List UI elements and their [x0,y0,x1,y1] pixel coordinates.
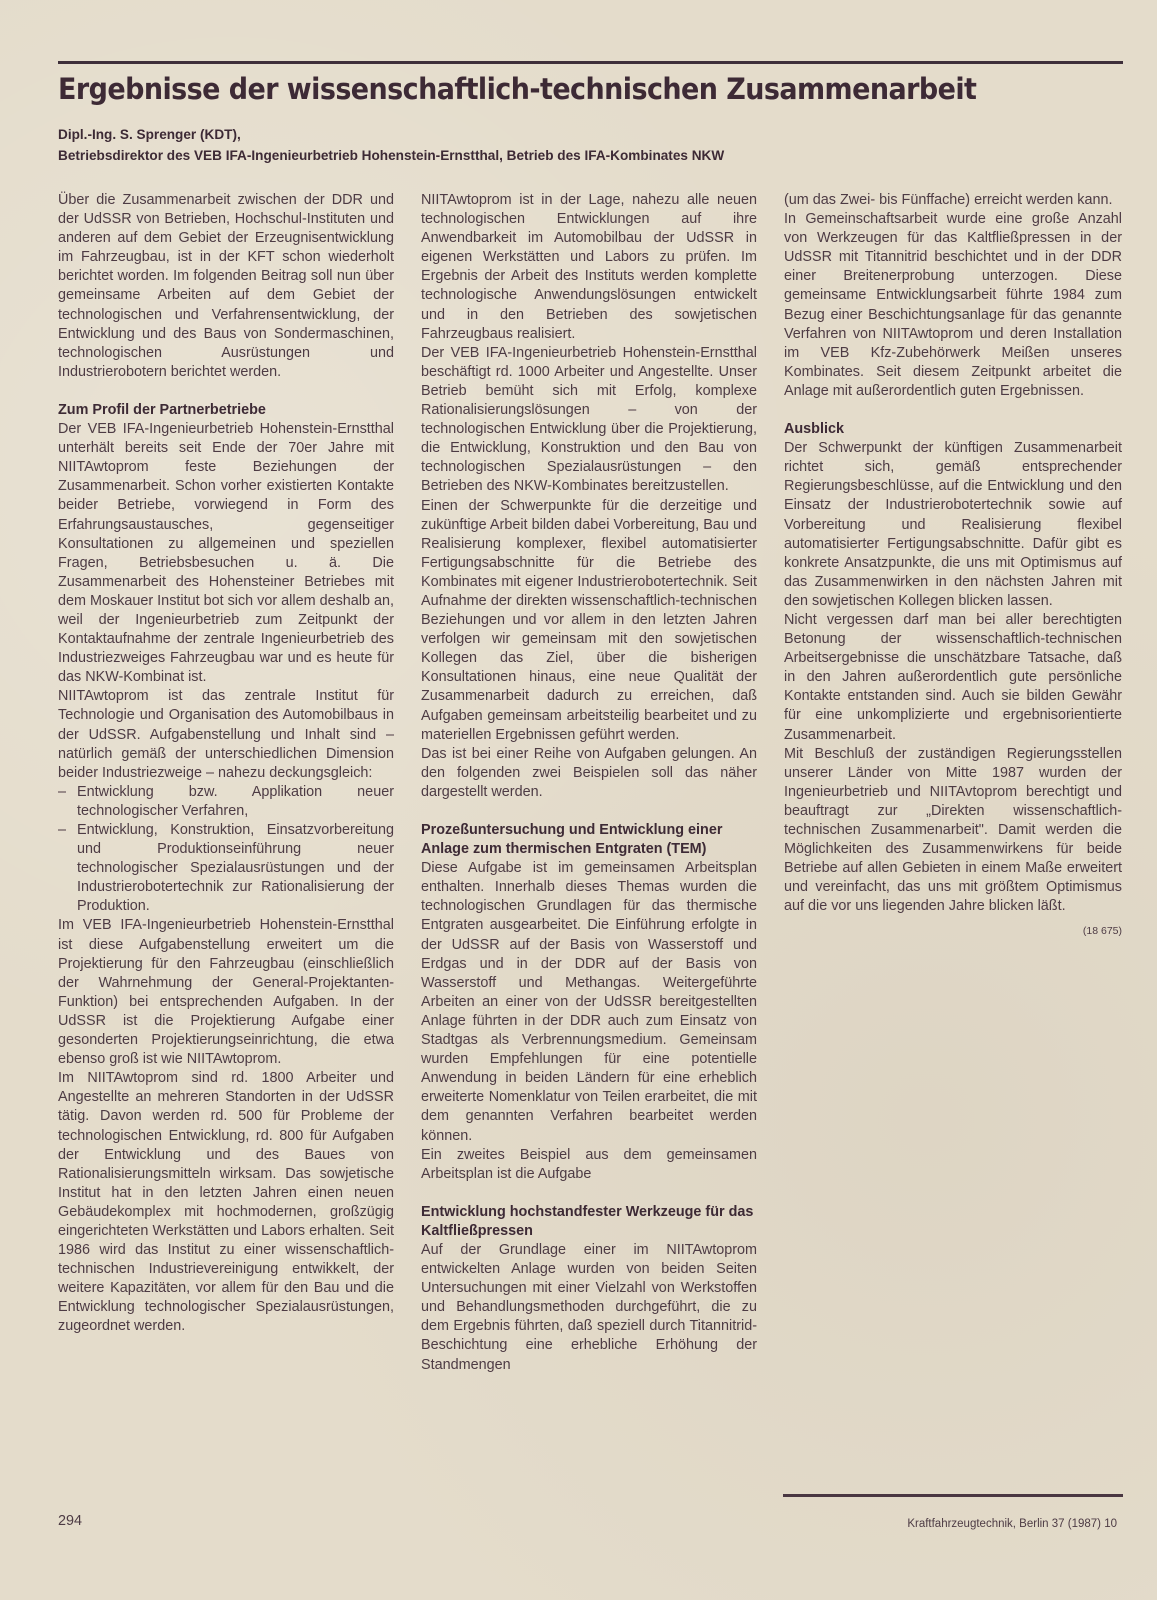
author: Dipl.-Ing. S. Sprenger (KDT), [58,127,241,142]
paragraph: Diese Aufgabe ist im gemeinsamen Arbeitsplan enthalten. Innerhalb dieses Themas wurden die technologischen Grundlagen für das thermische Entgraten ausgearbeitet. Die Einführung erfolgte in der UdSSR auf der Basis von Wasserstoff und Erdgas und in der DDR auf der Basis von Wasserstoff und Methangas. Weitergeführte Arbeiten an einer von der UdSSR bereitgestellten Anlage führten in der DDR auch zum Einsatz von Stadtgas als Verbrennungsmedium. Gemeinsam wurden Empfehlungen für eine potentielle Anwendung in beiden Ländern für eine erheblich erweiterte Nomenklatur von Teilen erarbeitet, die mit dem genannten Verfahren bearbeitet werden können. [421,860,757,1144]
section-heading-tools: Entwicklung hochstandfester Werkzeuge für das Kaltfließpressen [421,1203,754,1239]
article-reference-number: (18 675) [1082,925,1122,938]
paragraph: Nicht vergessen darf man bei aller berechtigten Betonung der wissenschaftlich-technischen Arbeitsergebnisse die unschätzbare Tatsache, daß in den Jahren außerordentlich gute persönliche Kontakte entstanden sind. Auch sie bilden Gewähr für eine unkomplizierte und ergebnisorientierte Zusammenarbeit. [784,611,1122,743]
column-2 [421,191,757,1375]
paragraph: Mit Beschluß der zuständigen Regierungsstellen unserer Länder von Mitte 1987 wurden der Ingenieurbetrieb und NIITAvtoprom berechtigt und beauftragt zur „Direkten wissenschaftlich-technischen Zusammenarbeit". Damit werden die Möglichkeiten des Zusammenwirkens für beide Betriebe auf allen Gebieten in einem Maße erweitert und vereinfacht, das uns mit größtem Optimismus auf die vor uns liegenden Jahre blicken läßt. [784,745,1122,915]
section-heading-outlook: Ausblick [784,421,844,438]
bottom-rule [783,1494,1123,1497]
article-title: Ergebnisse der wissenschaftlich-technischen Zusammenarbeit [58,72,977,106]
paragraph: Im NIITAwtoprom sind rd. 1800 Arbeiter und Angestellte an mehreren Standorten in der UdSSR tätig. Davon werden rd. 500 für Probleme der technologischen Entwicklung, rd. 800 für Aufgaben der Entwicklung und des Baues von Rationalisierungsmitteln wirksam. Das sowjetische Institut hat in den letzten Jahren einen neuen Gebäudekomplex mit hochmodernen, großzügig eingerichteten Werkstätten und Labors erhalten. Seit 1986 wird das Institut zu einer wissenschaftlich-technischen Industrievereinigung entwikkelt, der weitere Kapazitäten, vor allem für den Bau und die Entwicklung technologischer Spezialausrüstungen, zugeordnet werden. [58,1070,394,1335]
paragraph: Ein zweites Beispiel aus dem gemeinsamen Arbeitsplan ist die Aufgabe [421,1146,757,1182]
paragraph: Das ist bei einer Reihe von Aufgaben gelungen. An den folgenden zwei Beispielen soll das näher dargestellt werden. [421,745,757,800]
paragraph: In Gemeinschaftsarbeit wurde eine große Anzahl von Werkzeugen für das Kaltfließpressen in der UdSSR mit Titannitrid beschichtet und in der DDR einer Breitenerprobung unterzogen. Diese gemeinsame Entwicklungsarbeit führte 1984 zum Bezug einer Beschichtungsanlage für das genannte Verfahren von NIITAwtoprom und deren Installation im VEB Kfz-Zubehörwerk Meißen unseres Kombinates. Seit diesem Zeitpunkt arbeitet die Anlage mit außerordentlich guten Ergebnissen. [784,211,1122,399]
paragraph: NIITAwtoprom ist das zentrale Institut für Technologie und Organisation des Automobilbaus in der UdSSR. Aufgabenstellung und Inhalt sind – natürlich gemäß der unterschiedlichen Dimension beider Industriezweige – nahezu deckungsgleich: [58,688,394,781]
paragraph: (um das Zwei- bis Fünffache) erreicht werden kann. [784,192,1113,208]
list-item: – Entwicklung, Konstruktion, Einsatzvorbereitung und Produktionseinführung neuer technologischer Spezialausrüstungen und der Industrierobotertechnik zur Rationalisierung der Produktion. [58,822,394,915]
top-rule [58,61,1123,64]
paragraph: Im VEB IFA-Ingenieurbetrieb Hohenstein-Ernstthal ist diese Aufgabenstellung erweitert um die Projektierung für den Fahrzeugbau (einschließlich der Wahrnehmung der General-Projektanten-Funktion) bei entsprechenden Aufgaben. In der UdSSR ist die Projektierung Aufgabe einer gesonderten Projektierungseinrichtung, die etwa ebenso groß ist wie NIITAwtoprom. [58,917,394,1068]
paragraph: NIITAwtoprom ist in der Lage, nahezu alle neuen technologischen Entwicklungen auf ihre Anwendbarkeit im Automobilbau der UdSSR in eigenen Werkstätten und Labors zu prüfen. Im Ergebnis der Arbeit des Instituts werden komplette technologische Anwendungslösungen entwickelt und in den Betrieben des sowjetischen Fahrzeugbaus realisiert. [421,192,757,342]
intro-paragraph: Über die Zusammenarbeit zwischen der DDR und der UdSSR von Betrieben, Hochschul-Instituten und anderen auf dem Gebiet der Erzeugnisentwicklung im Fahrzeugbau, ist in der KFT schon wiederholt berichtet worden. Im folgenden Beitrag soll nun über gemeinsame Arbeiten auf dem Gebiet der technologischen und Verfahrensentwicklung, der Entwicklung und des Baus von Sondermaschinen, technologischen Ausrüstungen und Industrierobotern berichtet werden. [58,192,394,380]
byline [58,124,724,166]
page-number: 294 [58,1513,83,1529]
list-item: – Entwicklung bzw. Applikation neuer technologischer Verfahren, [58,783,394,819]
affiliation: Betriebsdirektor des VEB IFA-Ingenieurbetrieb Hohenstein-Ernstthal, Betrieb des IFA-Kombinates NKW [58,148,725,163]
paragraph: Auf der Grundlage einer im NIITAwtoprom entwickelten Anlage wurden von beiden Seiten Untersuchungen mit einer Vielzahl von Werkstoffen und Behandlungsmethoden durchgeführt, die zu dem Ergebnis führten, daß speziell durch Titannitrid-Beschichtung eine erhebliche Erhöhung der Standmengen [421,1241,757,1373]
paragraph: Der VEB IFA-Ingenieurbetrieb Hohenstein-Ernstthal beschäftigt rd. 1000 Arbeiter und Angestellte. Unser Betrieb bemüht sich mit Erfolg, komplexe Rationalisierungslösungen – von der technologischen Entwicklung über die Projektierung, die Entwicklung, Konstruktion und den Bau von technologischen Spezialausrüstungen – den Betrieben des NKW-Kombinates bereitzustellen. [421,344,757,495]
paragraph: Einen der Schwerpunkte für die derzeitige und zukünftige Arbeit bilden dabei Vorbereitung, Bau und Realisierung komplexer, flexibel automatisierter Fertigungsabschnitte für die Betriebe des Kombinates mit eigener Industrierobotertechnik. Seit Aufnahme der direkten wissenschaftlich-technischen Beziehungen und vor allem in den letzten Jahren verfolgen wir gemeinsam mit den sowjetischen Kollegen das Ziel, über die bisherigen Konsultationen hinaus, eine neue Qualität der Zusammenarbeit dadurch zu erreichen, daß Aufgaben gemeinsam arbeitsteilig bearbeitet und zu materiellen Ergebnissen geführt werden. [421,497,757,743]
section-heading-tem: Prozeßuntersuchung und Entwicklung einer Anlage zum thermischen Entgraten (TEM) [421,822,723,858]
column-1 [58,191,394,1337]
paragraph: Der Schwerpunkt der künftigen Zusammenarbeit richtet sich, gemäß entsprechender Regierungsbeschlüsse, auf die Entwicklung und den Einsatz der Industrierobotertechnik sowie auf Vorbereitung und Realisierung flexibel automatisierter Fertigungsabschnitte. Dafür gibt es konkrete Ansatzpunkte, die uns mit Optimismus auf das Zusammenwirken in den nächsten Jahren mit den sowjetischen Kollegen blicken lassen. [784,440,1122,609]
section-heading-profile: Zum Profil der Partnerbetriebe [58,401,266,418]
paragraph: Der VEB IFA-Ingenieurbetrieb Hohenstein-Ernstthal unterhält bereits seit Ende der 70er Jahre mit NIITAwtoprom feste Beziehungen der Zusammenarbeit. Schon vorher existierten Kontakte beider Betriebe, vorwiegend in Form des Erfahrungsaustausches, gegenseitiger Konsultationen zu allgemeinen und speziellen Fragen, Betriebsbesuchen u. ä. Die Zusammenarbeit des Hohensteiner Betriebes mit dem Moskauer Institut bot sich vor allem deshalb an, weil der Ingenieurbetrieb zum Zeitpunkt der Kontaktaufnahme der zentrale Ingenieurbetrieb des Industriezweiges Fahrzeugbau war und es heute für das NKW-Kombinat ist. [58,421,394,686]
column-3 [784,191,1122,942]
journal-citation: Kraftfahrzeugtechnik, Berlin 37 (1987) 10 [907,1518,1117,1530]
